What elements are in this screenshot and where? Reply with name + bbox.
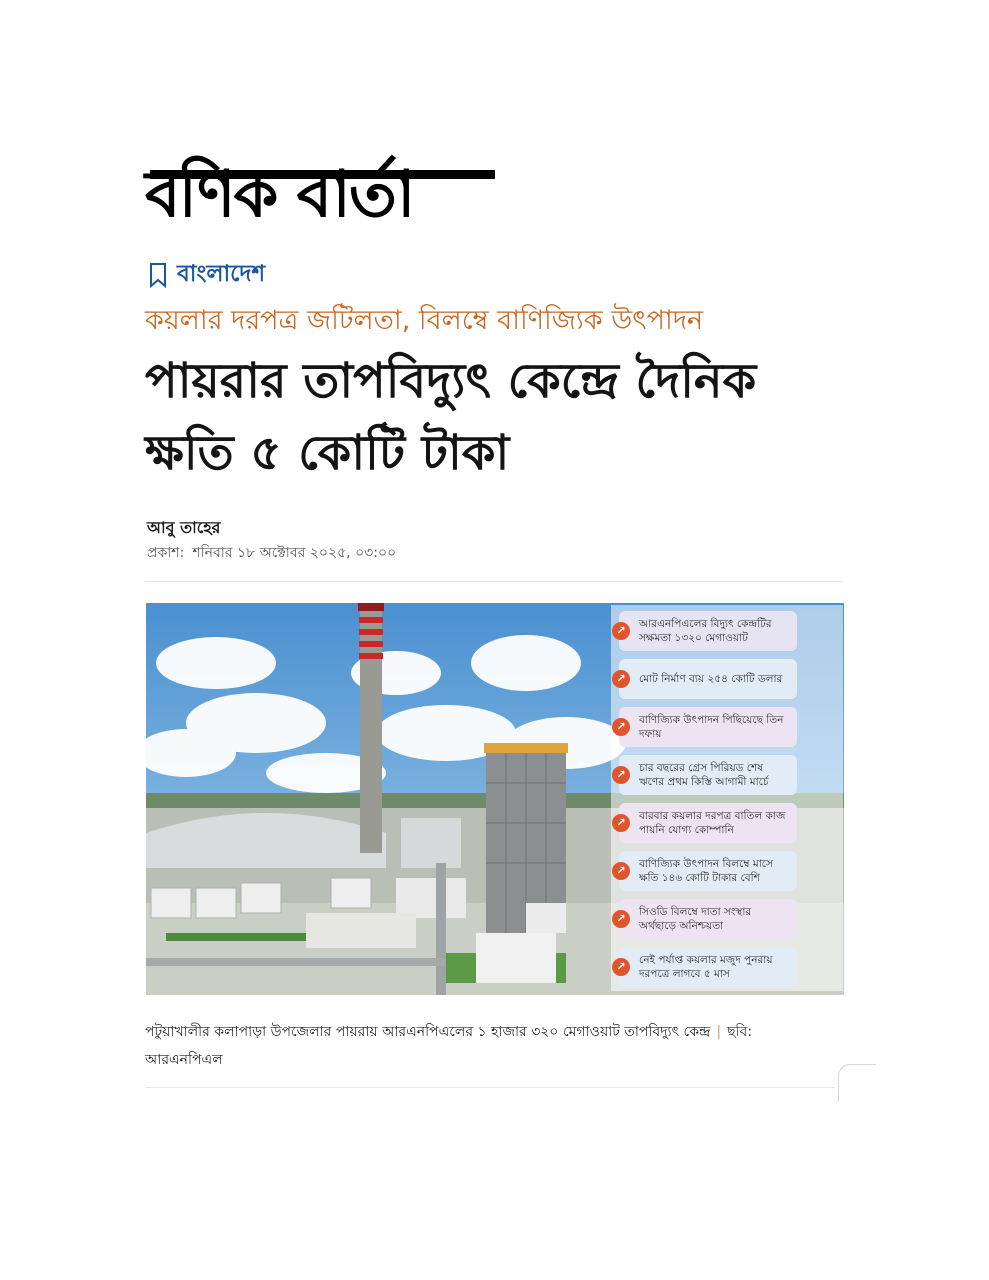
fact-item xyxy=(616,707,797,747)
caption-text: পটুয়াখালীর কলাপাড়া উপজেলার পায়রায় আরএনপিএলের ১ হাজার ৩২০ মেগাওয়াট তাপবিদ্যুৎ কেন্দ্র xyxy=(145,1024,711,1040)
article-photo[interactable] xyxy=(146,603,844,995)
fact-text: সিওডি বিলম্বে দাতা সংস্থার অর্থছাড়ে অনিশ্চয়তা xyxy=(639,906,752,932)
photo-credit: আরএনপিএল xyxy=(145,1052,223,1068)
arrow-icon: ↗ xyxy=(612,958,630,976)
fact-text: মোট নির্মাণ ব্যয় ২৫৪ কোটি ডলার xyxy=(639,673,783,685)
photo-caption xyxy=(145,1018,805,1074)
fact-text: বাণিজ্যিক উৎপাদন বিলম্বে মাসে ক্ষতি ১৪৬ কোটি টাকার বেশি xyxy=(639,858,773,884)
author-name[interactable]: আবু তাহের xyxy=(147,518,221,537)
arrow-icon: ↗ xyxy=(612,622,630,640)
fact-text: বারবার কয়লার দরপত্র বাতিল কাজ পায়নি যোগ্য কোম্পানি xyxy=(639,810,786,836)
article-kicker: কয়লার দরপত্র জটিলতা, বিলম্বে বাণিজ্যিক উৎপাদন xyxy=(145,305,704,336)
caption-separator: | xyxy=(716,1024,722,1040)
section-label[interactable]: বাংলাদেশ xyxy=(177,261,266,287)
fact-item xyxy=(616,899,797,939)
arrow-icon: ↗ xyxy=(612,910,630,928)
fact-item xyxy=(616,659,797,699)
bookmark-icon[interactable] xyxy=(147,262,169,288)
divider xyxy=(145,1087,835,1088)
publish-label: প্রকাশ: xyxy=(147,545,185,561)
fact-item xyxy=(616,947,797,987)
publish-date xyxy=(147,541,396,565)
photo-credit-label: ছবি: xyxy=(727,1024,753,1040)
fact-item xyxy=(616,851,797,891)
fact-text: আরএনপিএলের বিদ্যুৎ কেন্দ্রটির সক্ষমতা ১৩২০ মেগাওয়াট xyxy=(639,618,772,644)
fact-item xyxy=(616,755,797,795)
article-headline: পায়রার তাপবিদ্যুৎ কেন্দ্রে দৈনিক ক্ষতি ৫ কোটি টাকা xyxy=(145,353,757,481)
facts-panel xyxy=(611,605,843,991)
arrow-icon: ↗ xyxy=(612,814,630,832)
fact-item xyxy=(616,611,797,651)
section-tag[interactable] xyxy=(147,255,265,294)
fact-item xyxy=(616,803,797,843)
masthead-logo[interactable]: বণিক বার্তা xyxy=(145,158,414,232)
fact-text: চার বছরের গ্রেস পিরিয়ড শেষ ঋণের প্রথম কিস্তি আগামী মার্চে xyxy=(639,762,769,788)
arrow-icon: ↗ xyxy=(612,766,630,784)
arrow-icon: ↗ xyxy=(612,862,630,880)
arrow-icon: ↗ xyxy=(612,670,630,688)
floating-card-edge[interactable] xyxy=(838,1064,876,1102)
fact-text: নেই পর্যাপ্ত কয়লার মজুদ পুনরায় দরপত্রে লাগবে ৫ মাস xyxy=(639,954,773,980)
fact-text: বাণিজ্যিক উৎপাদন পিছিয়েছে তিন দফায় xyxy=(639,714,784,740)
arrow-icon: ↗ xyxy=(612,718,630,736)
publish-value: শনিবার ১৮ অক্টোবর ২০২৫, ০৩:০০ xyxy=(192,545,397,561)
divider xyxy=(145,581,843,582)
